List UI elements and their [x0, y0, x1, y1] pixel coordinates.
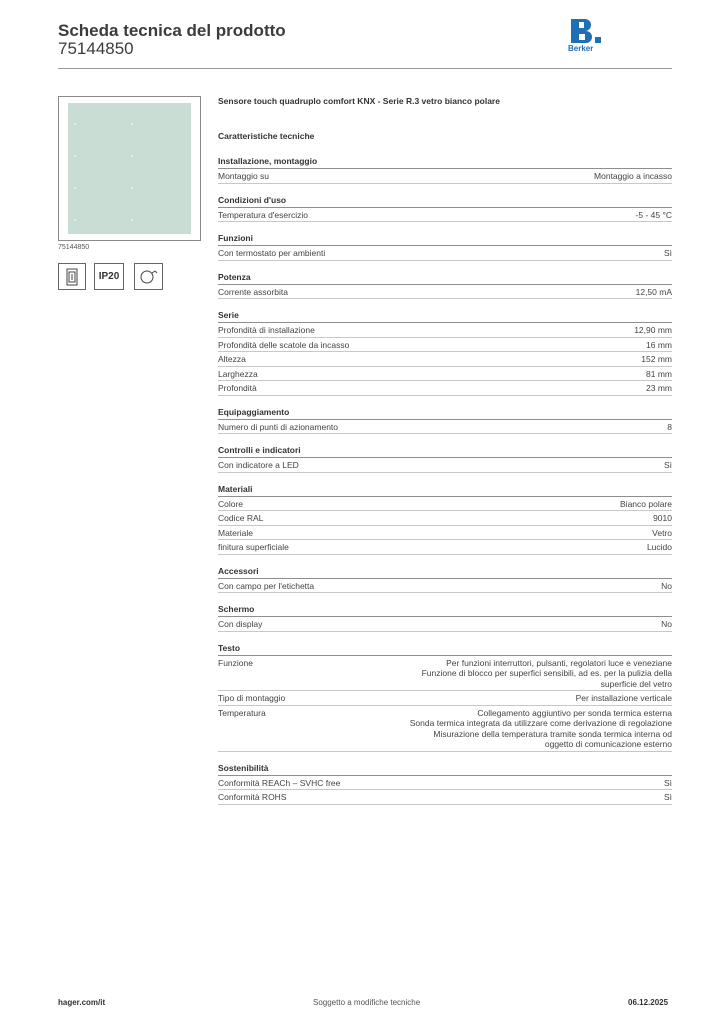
spec-row — [218, 458, 672, 473]
spec-value-line: superficie del vetro — [600, 678, 672, 689]
spec-value-line: Misurazione della temperatura tramite sonda termica interna od — [433, 728, 672, 739]
brand-name: Berker — [568, 44, 594, 53]
spec-value — [594, 171, 672, 182]
spec-value-line: 9010 — [653, 513, 672, 523]
spec-value-line: Vetro — [652, 527, 672, 538]
spec-value — [647, 542, 672, 553]
spec-value — [661, 581, 672, 592]
spec-value — [646, 369, 672, 380]
spec-label: Tipo di montaggio — [218, 693, 286, 703]
spec-value-line: 81 mm — [646, 368, 672, 379]
spec-row — [218, 511, 672, 526]
spec-row — [218, 352, 672, 367]
spec-row — [218, 420, 672, 435]
spec-value — [653, 513, 672, 524]
spec-value-line: -5 - 45 °C — [635, 209, 672, 220]
spec-value — [652, 528, 672, 539]
spec-row — [218, 246, 672, 261]
spec-label: Profondità di installazione — [218, 325, 315, 335]
spec-value — [664, 248, 672, 259]
spec-row — [218, 338, 672, 353]
spec-section — [218, 232, 672, 261]
spec-value-line: 12,50 mA — [635, 286, 672, 297]
spec-value-line: Sì — [663, 248, 672, 258]
spec-value-line: 152 mm — [641, 354, 672, 364]
spec-row — [218, 540, 672, 555]
spec-row — [218, 497, 672, 512]
spec-section — [218, 155, 672, 184]
spec-label: Temperatura — [218, 707, 266, 718]
spec-row — [218, 656, 672, 692]
product-name: Sensore touch quadruplo comfort KNX - Serie R.3 vetro bianco polare — [218, 96, 500, 106]
spec-value-line: Sì — [663, 777, 672, 788]
spec-section — [218, 762, 672, 805]
spec-row — [218, 367, 672, 382]
spec-section — [218, 406, 672, 435]
spec-value-line: Montaggio a incasso — [594, 171, 672, 181]
spec-label: finitura superficiale — [218, 542, 289, 552]
spec-value-line: Per funzioni interruttori, pulsanti, regolatori luce e veneziane — [446, 657, 672, 668]
spec-value-line: 12,90 mm — [634, 325, 672, 335]
spec-row — [218, 208, 672, 223]
section-title: Controlli e indicatori — [218, 444, 672, 458]
product-glass-panel — [68, 103, 191, 234]
spec-section — [218, 194, 672, 223]
ip20-badge: IP20 — [94, 263, 124, 290]
section-title: Funzioni — [218, 232, 672, 246]
spec-row — [218, 579, 672, 594]
spec-label: Profondità delle scatole da incasso — [218, 339, 350, 350]
spec-value — [422, 658, 672, 690]
spec-label: Con campo per l'etichetta — [218, 580, 315, 591]
footer-website[interactable]: hager.com/it — [58, 998, 106, 1007]
spec-section — [218, 271, 672, 300]
spec-value — [410, 708, 672, 750]
spec-row — [218, 323, 672, 338]
section-title: Installazione, montaggio — [218, 155, 672, 169]
spec-row — [218, 617, 672, 632]
spec-value — [646, 383, 672, 394]
spec-label: Materiale — [218, 527, 253, 538]
flush-mount-box-icon — [58, 263, 86, 290]
spec-section — [218, 565, 672, 594]
section-title: Sostenibilità — [218, 762, 672, 776]
spec-row — [218, 381, 672, 396]
spec-section — [218, 309, 672, 396]
spec-value-line: Sonda termica integrata da utilizzare come derivazione di regolazione — [409, 718, 672, 728]
spec-label: Temperatura d'esercizio — [218, 209, 308, 220]
spec-value-line: Sì — [663, 792, 672, 802]
spec-value-line: Sì — [663, 460, 672, 470]
thermostat-sensor-icon — [134, 263, 163, 290]
spec-value-line: No — [661, 580, 672, 591]
spec-label: Larghezza — [218, 368, 258, 379]
spec-value-line: Lucido — [646, 542, 672, 552]
spec-value-line: oggetto di comunicazione esterno — [544, 739, 672, 749]
spec-value-line: Funzione di blocco per superfici sensibili, ad es. per la pulizia della — [421, 668, 672, 678]
spec-label: Montaggio su — [218, 171, 270, 181]
spec-label: Altezza — [218, 354, 246, 364]
spec-value — [667, 422, 672, 433]
spec-value-line: 8 — [667, 421, 672, 432]
spec-sections — [218, 155, 672, 815]
spec-row — [218, 776, 672, 791]
spec-value — [664, 792, 672, 803]
section-title: Potenza — [218, 271, 672, 285]
section-title: Materiali — [218, 483, 672, 497]
section-title: Schermo — [218, 603, 672, 617]
spec-label: Funzione — [218, 657, 253, 668]
spec-value — [664, 778, 672, 789]
spec-heading: Caratteristiche tecniche — [218, 131, 315, 141]
spec-label: Con indicatore a LED — [218, 460, 299, 470]
section-title: Serie — [218, 309, 672, 323]
product-code: 75144850 — [58, 39, 134, 58]
spec-value-line: Collegamento aggiuntivo per sonda termica esterna — [477, 707, 672, 718]
spec-value — [576, 693, 672, 704]
spec-section — [218, 603, 672, 632]
spec-value — [641, 354, 672, 365]
spec-value-line: Per installazione verticale — [575, 693, 672, 703]
image-caption: 75144850 — [58, 244, 90, 251]
section-title: Testo — [218, 642, 672, 656]
spec-label: Codice RAL — [218, 513, 264, 523]
spec-row — [218, 169, 672, 184]
spec-section — [218, 444, 672, 473]
spec-label: Corrente assorbita — [218, 286, 288, 297]
spec-label: Con termostato per ambienti — [218, 248, 326, 258]
spec-label: Conformità REACh – SVHC free — [218, 777, 341, 788]
footer-note: Soggetto a modifiche tecniche — [313, 998, 421, 1007]
product-image — [58, 96, 201, 241]
spec-label: Profondità — [218, 383, 257, 393]
spec-row — [218, 706, 672, 752]
footer-date: 06.12.2025 — [628, 998, 669, 1007]
spec-label: Con display — [218, 619, 263, 629]
spec-section — [218, 642, 672, 752]
spec-value — [664, 460, 672, 471]
spec-value-line: No — [661, 619, 672, 629]
spec-value — [620, 499, 672, 510]
section-title: Equipaggiamento — [218, 406, 672, 420]
header-divider — [58, 68, 672, 69]
section-title: Accessori — [218, 565, 672, 579]
spec-value — [636, 210, 672, 221]
section-title: Condizioni d'uso — [218, 194, 672, 208]
spec-label: Numero di punti di azionamento — [218, 421, 339, 432]
spec-label: Conformità ROHS — [218, 792, 287, 802]
spec-section — [218, 483, 672, 555]
spec-value — [636, 287, 672, 298]
spec-row — [218, 526, 672, 541]
spec-value — [634, 325, 672, 336]
spec-value-line: 16 mm — [646, 339, 672, 350]
spec-row — [218, 285, 672, 300]
spec-value-line: 23 mm — [646, 383, 672, 393]
page-title: Scheda tecnica del prodotto — [58, 21, 286, 40]
spec-value-line: Bianco polare — [620, 498, 672, 509]
spec-value — [661, 619, 672, 630]
spec-value — [646, 340, 672, 351]
spec-row — [218, 691, 672, 706]
spec-label: Colore — [218, 498, 244, 509]
spec-row — [218, 790, 672, 805]
